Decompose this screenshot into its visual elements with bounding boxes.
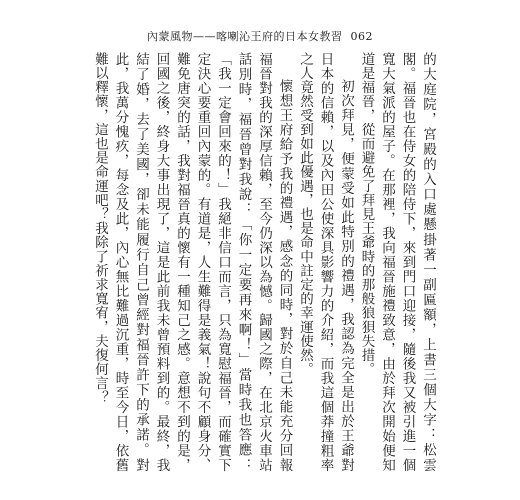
- paragraph: 懷想王府給予我的禮遇，感念的同時，對於自己未能充分回報福晉對我的深厚信賴，至今仍深以為憾。歸國之際，在北京火車站話別時，福晉曾對我說：「你一定要再來啊！」當時我也答應：「我一定會回來的！」我絕非信口而言，只為寬慰福晉，而確實下定決心要重回內蒙的。有道是，人生難得是義氣！說句不顧身分、難免唐突的話，我對福晉真的懷有一種知己之感。意想不到的是，回國之後，終身大事出現了，這是此前我未曾預料到的。最終，我結了婚，去了美國，卻未能履行自己曾經對福晉許下的承諾。對此，我萬分愧疚，每念及此，內心無比難過沉重，時至今日，依舊難以釋懷，這也是命運吧？我除了祈求寬宥，夫復何言？: [92, 52, 293, 472]
- book-title: 內蒙風物——喀喇沁王府的日本女教習: [147, 30, 343, 43]
- vertical-body-text: [82, 52, 438, 472]
- page-number: 062: [350, 30, 373, 43]
- paragraph: 的大庭院，宮殿的入口處懸掛著一副匾額，上書三個大字：松雲閣。福晉也在侍女的陪侍下，來到門口迎接，隨後我又被引進一個寬大氣派的屋子。在那裡，我向福晉施禮致意，由於拜次開始便知道是福晉，從而避免了拜見王爺時的那般狼狽失措。: [358, 52, 436, 472]
- paragraph: 初次拜見，便蒙受如此特別的禮遇，我認為完全是出於王爺對日本的信賴，以及內田公使深具影響力的介紹，而我這個莽撞粗率之人竟然受到如此優遇，也是命中註定的幸運使然。: [297, 52, 354, 472]
- running-header: [0, 28, 520, 44]
